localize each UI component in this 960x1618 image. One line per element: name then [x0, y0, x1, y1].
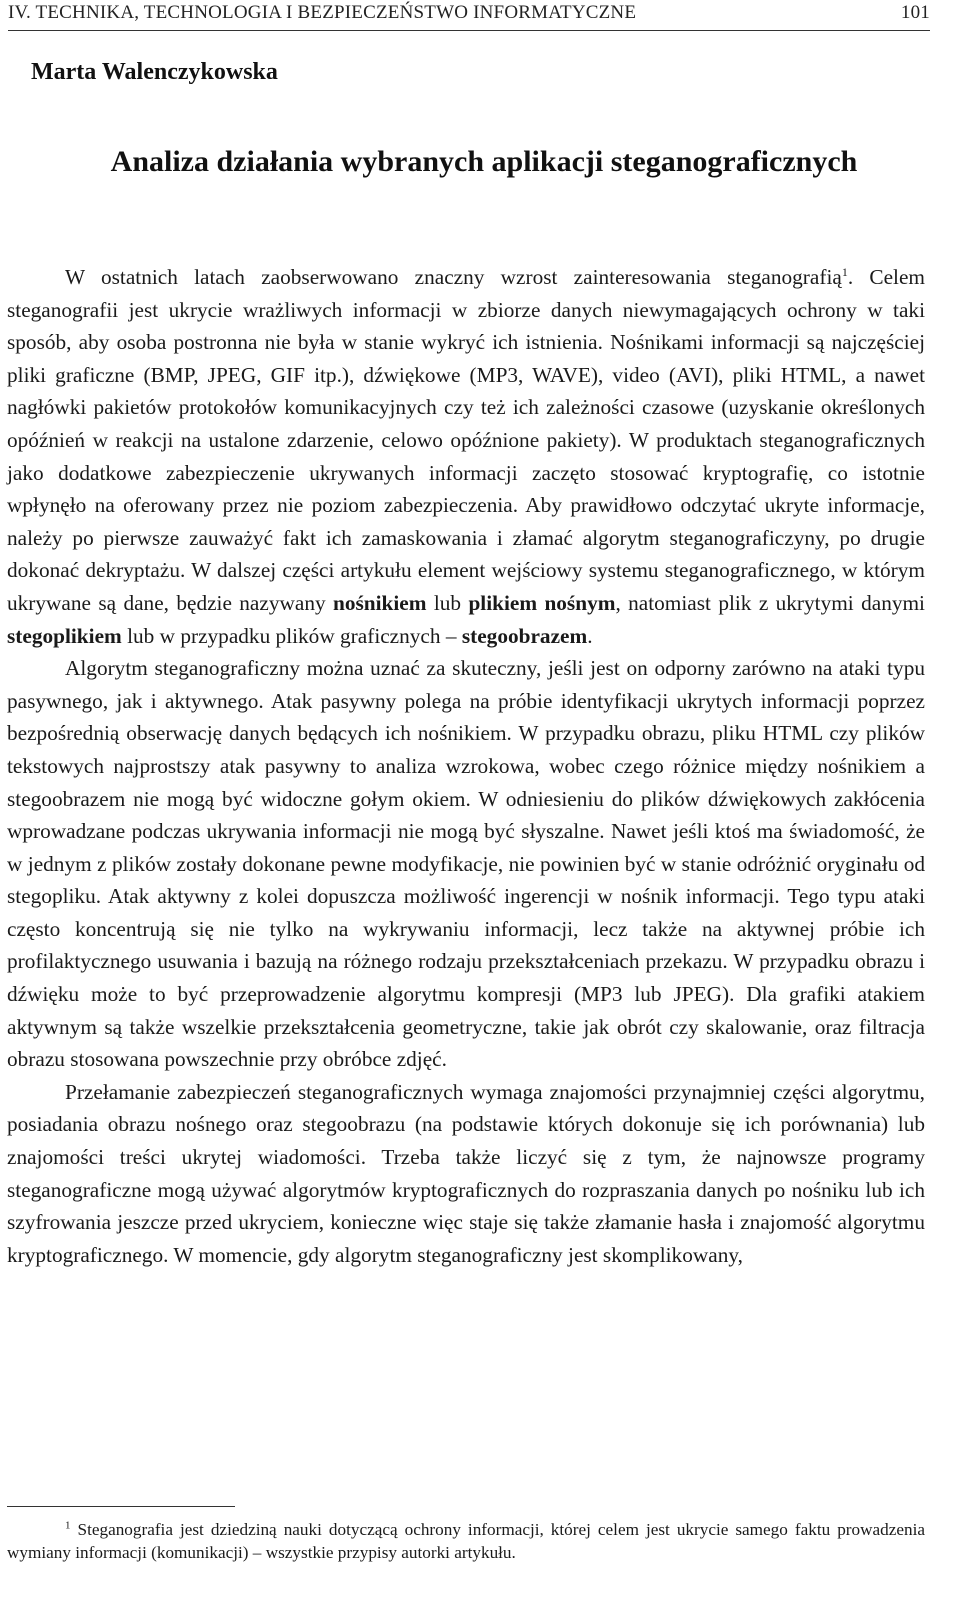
paragraph-3: Przełamanie zabezpieczeń steganograficznych wymaga znajomości przynajmniej części algorytmu, posiadania obrazu nośnego oraz stegoobrazu (na podstawie których dokonuje się ich porównania) lub znajomości treści ukrytej wiadomości. Trzeba także liczyć się z tym, że najnowsze programy steganograficzne mogą używać algorytmów kryptograficznych do rozpraszania danych po nośniku lub ich szyfrowania jeszcze przed ukryciem, konieczne więc staje się także złamanie hasła i znajomość algorytmu kryptograficznego. W momencie, gdy algorytm steganograficzny jest skomplikowany,	[7, 1079, 925, 1267]
article-body	[7, 261, 925, 1271]
article-title: Analiza działania wybranych aplikacji steganograficznych	[110, 145, 858, 178]
term-nosnik: nośnikiem	[332, 590, 427, 615]
footnote-1	[7, 1518, 925, 1564]
footnote-text: Steganografia jest dziedziną nauki dotyczącą ochrony informacji, której celem jest ukrycie samego faktu prowadzenia wymiany informacji (komunikacji) – wszystkie przypisy autorki artykułu.	[7, 1520, 925, 1562]
footnote	[7, 1518, 925, 1564]
footnote-marker: 1	[65, 1519, 71, 1532]
term-stegoplik: stegoplikiem	[7, 623, 122, 648]
paragraph-2: Algorytm steganograficzny można uznać za skuteczny, jeśli jest on odporny zarówno na ataki typu pasywnego, jak i aktywnego. Atak pasywny polega na próbie identyfikacji ukrytych informacji poprzez bezpośrednią obserwację danych będących ich nośnikiem. W przypadku obrazu, pliku HTML czy plików tekstowych najprostszy atak pasywny to analiza wzrokowa, wobec czego różnice między nośnikiem a stegoobrazem nie mogą być widoczne gołym okiem. W odniesieniu do plików dźwiękowych zakłócenia wprowadzane podczas ukrywania informacji nie mogą być słyszalne. Nawet jeśli ktoś ma świadomość, że w jednym z plików zostały dokonane pewne modyfikacje, nie powinien być w stanie odróżnić oryginału od stegopliku. Atak aktywny z kolei dopuszcza możliwość ingerencji w nośnik informacji. Tego typu ataki często koncentrują się nie tylko na wykrywaniu informacji, lecz także na aktywnej próbie ich profilaktycznego usuwania i bazują na różnego rodzaju przekształceniach przekazu. W przypadku obrazu i dźwięku może to być przeprowadzenie algorytmu kompresji (MP3 lub JPEG). Dla grafiki atakiem aktywnym są także wszelkie przekształcenia geometryczne, takie jak obrót czy skalowanie, oraz filtracja obrazu stosowana powszechnie przy obróbce zdjęć.	[7, 656, 925, 1072]
page-number: 101	[900, 2, 930, 23]
article-author: Marta Walenczykowska	[31, 59, 278, 85]
paragraph-1: W ostatnich latach zaobserwowano znaczny wzrost zainteresowania steganografią$^1$. Celem steganografii jest ukrycie wrażliwych informacji w zbiorze danych niewymagających ochrony w taki sposób, aby osoba postronna nie była w stanie wykryć ich istnienia. Nośnikami informacji są najczęściej pliki graficzne (BMP, JPEG, GIF itp.), dźwiękowe (MP3, WAVE), video (AVI), pliki HTML, a nawet nagłówki pakietów protokołów komunikacyjnych czy też ich zależności czasowe (uzyskanie określonych opóźnień w reakcji na ustalone zdarzenie, celowo opóźnione pakiety). W produktach steganograficznych jako dodatkowe zabezpieczenie ukrywanych informacji zaczęto stosować kryptografię, co istotnie wpłynęło na oferowany przez nie poziom zabezpieczenia. Aby prawidłowo odczytać ukryte informacje, należy po pierwsze zauważyć fakt ich zamaskowania i złamać algorytm steganograficzyny, po drugie dokonać dekryptażu. W dalszej części artykułu element wejściowy systemu steganograficznego, w którym ukrywane są dane, będzie nazywany nośnikiem lub plikiem nośnym, natomiast plik z ukrytymi danymi stegoplikiem lub w przypadku plików graficznych – stegoobrazem.	[7, 264, 925, 648]
footnote-rule	[7, 1506, 235, 1507]
term-plik-nosny: plikiem nośnym	[468, 590, 616, 615]
running-header-chapter: IV. TECHNIKA, TECHNOLOGIA I BEZPIECZEŃSTWO INFORMATYCZNE	[8, 2, 637, 23]
running-header	[8, 2, 930, 30]
footnote-reference[interactable]: 1	[841, 264, 848, 279]
term-stegoobraz: stegoobrazem	[461, 623, 588, 648]
header-rule	[8, 30, 930, 31]
